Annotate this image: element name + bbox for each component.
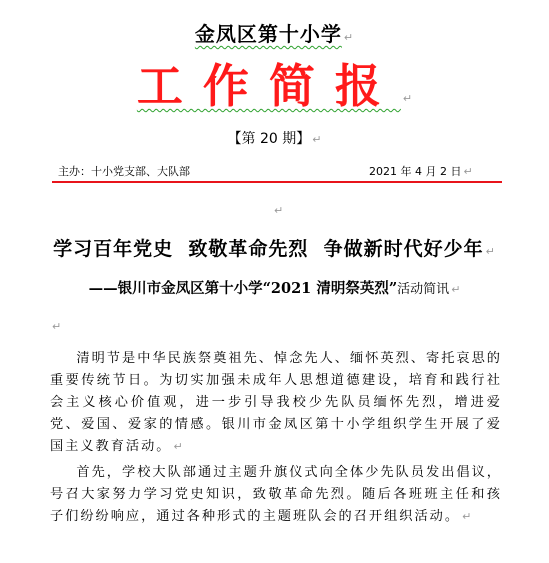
body-paragraph: 清明节是中华民族祭奠祖先、悼念先人、缅怀英烈、寄托哀思的重要传统节日。为切实加强未成年人思想道德建设，培育和践行社会主义核心价值观，进一步引导我校少先队员缅怀先烈，增进爱党、爱国、爱家的情感。银川市金凤区第十小学组织学生开展了爱国主义教育活动。 ↵: [50, 351, 502, 454]
article-headline: 学习百年党史 致敬革命先烈 争做新时代好少年 ↵: [53, 238, 496, 260]
issue-number: 【第 20 期】 ↵: [227, 131, 322, 147]
article-body: [50, 348, 502, 532]
paragraph-mark: ↵: [173, 440, 185, 453]
paragraph-mark: ↵: [402, 92, 413, 105]
paragraph-mark: ↵: [312, 133, 322, 146]
body-paragraph: 首先，学校大队部通过主题升旗仪式向全体少先队员发出倡议，号召大家努力学习党史知识，致敬革命先烈。随后各班班主任和孩子们纷纷响应，通过各种形式的主题班队会的召开组织活动。 ↵: [50, 465, 502, 524]
date-text: 2021 年 4 月 2 日 ↵: [369, 165, 473, 178]
header-divider: [52, 181, 502, 183]
sponsor-text: 主办：十小党支部、大队部: [58, 165, 190, 178]
school-name: 金凤区第十小学 ↵: [194, 22, 355, 46]
paragraph-mark: ↵: [462, 510, 474, 523]
paragraph-mark: ↵: [451, 283, 461, 296]
paragraph-mark: ↵: [343, 31, 355, 44]
paragraph-mark: ↵: [274, 204, 284, 217]
article-subheadline: ——银川市金凤区第十小学“2021 清明祭英烈”活动简讯 ↵: [88, 280, 461, 297]
masthead-title: 工作简报 ↵: [136, 59, 413, 113]
paragraph-mark: ↵: [463, 165, 473, 178]
paragraph-mark: ↵: [52, 320, 62, 333]
paragraph-mark: ↵: [485, 245, 496, 258]
